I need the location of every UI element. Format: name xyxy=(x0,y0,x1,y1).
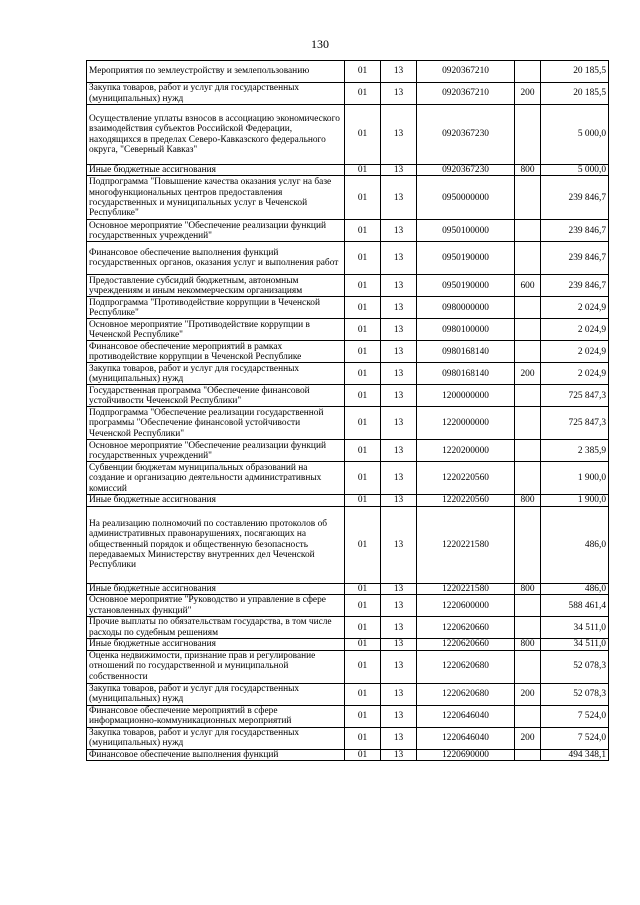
section-code-cell: 01 xyxy=(345,165,381,176)
section-code-cell: 01 xyxy=(345,495,381,506)
subsection-code-cell: 13 xyxy=(381,705,417,727)
table-row xyxy=(87,639,609,650)
section-code-cell: 01 xyxy=(345,61,381,83)
table-row xyxy=(87,220,609,242)
table-row xyxy=(87,462,609,495)
amount-cell: 52 078,3 xyxy=(541,650,609,683)
expense-type-code-cell xyxy=(515,297,541,319)
expenditure-name-cell: Предоставление субсидий бюджетным, автономным учреждениям и иным некоммерческим организациям xyxy=(87,275,345,297)
expense-type-code-cell xyxy=(515,440,541,462)
target-item-code-cell: 0920367230 xyxy=(417,165,515,176)
table-row xyxy=(87,583,609,594)
expenditure-name-cell: Основное мероприятие "Обеспечение реализации функций государственных учреждений" xyxy=(87,440,345,462)
table-row xyxy=(87,650,609,683)
target-item-code-cell: 1220690000 xyxy=(417,749,515,760)
subsection-code-cell: 13 xyxy=(381,440,417,462)
target-item-code-cell: 1220646040 xyxy=(417,705,515,727)
subsection-code-cell: 13 xyxy=(381,363,417,385)
subsection-code-cell: 13 xyxy=(381,105,417,165)
amount-cell: 34 511,0 xyxy=(541,639,609,650)
table-row xyxy=(87,749,609,760)
amount-cell: 1 900,0 xyxy=(541,495,609,506)
expense-type-code-cell xyxy=(515,220,541,242)
section-code-cell: 01 xyxy=(345,363,381,385)
section-code-cell: 01 xyxy=(345,650,381,683)
target-item-code-cell: 0950190000 xyxy=(417,242,515,275)
target-item-code-cell: 1220620680 xyxy=(417,650,515,683)
subsection-code-cell: 13 xyxy=(381,650,417,683)
expense-type-code-cell: 600 xyxy=(515,275,541,297)
section-code-cell: 01 xyxy=(345,242,381,275)
expenditure-name-cell: Подпрограмма "Повышение качества оказания услуг на базе многофункциональных центров предоставления государственных и муниципальных услуг в Чеченской Республике" xyxy=(87,176,345,220)
expenditure-name-cell: Закупка товаров, работ и услуг для государственных (муниципальных) нужд xyxy=(87,363,345,385)
target-item-code-cell: 1220221580 xyxy=(417,506,515,583)
expense-type-code-cell: 800 xyxy=(515,583,541,594)
target-item-code-cell: 0950190000 xyxy=(417,275,515,297)
expenditure-name-cell: Иные бюджетные ассигнования xyxy=(87,495,345,506)
amount-cell: 2 385,9 xyxy=(541,440,609,462)
target-item-code-cell: 1220220560 xyxy=(417,495,515,506)
expense-type-code-cell xyxy=(515,650,541,683)
target-item-code-cell: 0920367210 xyxy=(417,61,515,83)
amount-cell: 494 348,1 xyxy=(541,749,609,760)
expense-type-code-cell xyxy=(515,749,541,760)
amount-cell: 588 461,4 xyxy=(541,595,609,617)
section-code-cell: 01 xyxy=(345,727,381,749)
subsection-code-cell: 13 xyxy=(381,297,417,319)
target-item-code-cell: 0920367210 xyxy=(417,83,515,105)
section-code-cell: 01 xyxy=(345,220,381,242)
section-code-cell: 01 xyxy=(345,385,381,407)
table-row xyxy=(87,242,609,275)
expenditure-name-cell: На реализацию полномочий по составлению протоколов об административных правонарушениях, посягающих на общественный порядок и общественную безопасность передаваемых Министерству внутренних дел Чеченской Республики xyxy=(87,506,345,583)
table-row xyxy=(87,385,609,407)
section-code-cell: 01 xyxy=(345,506,381,583)
expense-type-code-cell xyxy=(515,242,541,275)
amount-cell: 5 000,0 xyxy=(541,105,609,165)
subsection-code-cell: 13 xyxy=(381,639,417,650)
section-code-cell: 01 xyxy=(345,176,381,220)
section-code-cell: 01 xyxy=(345,617,381,639)
target-item-code-cell: 0950100000 xyxy=(417,220,515,242)
subsection-code-cell: 13 xyxy=(381,341,417,363)
subsection-code-cell: 13 xyxy=(381,749,417,760)
expense-type-code-cell xyxy=(515,617,541,639)
expense-type-code-cell: 800 xyxy=(515,495,541,506)
amount-cell: 239 846,7 xyxy=(541,275,609,297)
subsection-code-cell: 13 xyxy=(381,727,417,749)
expenditure-name-cell: Финансовое обеспечение мероприятий в рамках противодействие коррупции в Чеченской Республике xyxy=(87,341,345,363)
table-row xyxy=(87,595,609,617)
subsection-code-cell: 13 xyxy=(381,462,417,495)
expense-type-code-cell xyxy=(515,705,541,727)
subsection-code-cell: 13 xyxy=(381,61,417,83)
table-row xyxy=(87,363,609,385)
expenditure-name-cell: Финансовое обеспечение выполнения функций государственных органов, оказания услуг и выполнения работ xyxy=(87,242,345,275)
subsection-code-cell: 13 xyxy=(381,506,417,583)
table-row xyxy=(87,495,609,506)
table-row xyxy=(87,440,609,462)
expense-type-code-cell xyxy=(515,407,541,440)
expenditure-name-cell: Основное мероприятие "Обеспечение реализации функций государственных учреждений" xyxy=(87,220,345,242)
expense-type-code-cell: 200 xyxy=(515,83,541,105)
target-item-code-cell: 0980168140 xyxy=(417,341,515,363)
expense-type-code-cell: 800 xyxy=(515,165,541,176)
subsection-code-cell: 13 xyxy=(381,319,417,341)
subsection-code-cell: 13 xyxy=(381,83,417,105)
target-item-code-cell: 0980000000 xyxy=(417,297,515,319)
section-code-cell: 01 xyxy=(345,583,381,594)
expenditure-name-cell: Закупка товаров, работ и услуг для государственных (муниципальных) нужд xyxy=(87,83,345,105)
section-code-cell: 01 xyxy=(345,341,381,363)
expense-type-code-cell xyxy=(515,595,541,617)
table-row xyxy=(87,83,609,105)
target-item-code-cell: 0980168140 xyxy=(417,363,515,385)
table-row xyxy=(87,407,609,440)
target-item-code-cell: 1200000000 xyxy=(417,385,515,407)
subsection-code-cell: 13 xyxy=(381,220,417,242)
amount-cell: 2 024,9 xyxy=(541,297,609,319)
amount-cell: 239 846,7 xyxy=(541,176,609,220)
expenditure-name-cell: Основное мероприятие "Руководство и управление в сфере установленных функций" xyxy=(87,595,345,617)
target-item-code-cell: 1220600000 xyxy=(417,595,515,617)
expenditure-name-cell: Основное мероприятие "Противодействие коррупции в Чеченской Республике" xyxy=(87,319,345,341)
expenditure-name-cell: Финансовое обеспечение выполнения функций xyxy=(87,749,345,760)
expenditure-name-cell: Иные бюджетные ассигнования xyxy=(87,583,345,594)
amount-cell: 725 847,3 xyxy=(541,385,609,407)
subsection-code-cell: 13 xyxy=(381,683,417,705)
section-code-cell: 01 xyxy=(345,462,381,495)
section-code-cell: 01 xyxy=(345,297,381,319)
table-row xyxy=(87,727,609,749)
expense-type-code-cell xyxy=(515,341,541,363)
table-row xyxy=(87,506,609,583)
expenditure-name-cell: Подпрограмма "Противодействие коррупции в Чеченской Республике" xyxy=(87,297,345,319)
section-code-cell: 01 xyxy=(345,595,381,617)
amount-cell: 239 846,7 xyxy=(541,220,609,242)
subsection-code-cell: 13 xyxy=(381,242,417,275)
subsection-code-cell: 13 xyxy=(381,617,417,639)
amount-cell: 2 024,9 xyxy=(541,341,609,363)
expenditure-name-cell: Закупка товаров, работ и услуг для государственных (муниципальных) нужд xyxy=(87,683,345,705)
section-code-cell: 01 xyxy=(345,749,381,760)
target-item-code-cell: 1220620660 xyxy=(417,617,515,639)
subsection-code-cell: 13 xyxy=(381,176,417,220)
expenditure-name-cell: Мероприятия по землеустройству и землепользованию xyxy=(87,61,345,83)
table-row xyxy=(87,165,609,176)
table-row xyxy=(87,705,609,727)
expense-type-code-cell xyxy=(515,176,541,220)
target-item-code-cell: 1220646040 xyxy=(417,727,515,749)
section-code-cell: 01 xyxy=(345,639,381,650)
table-row xyxy=(87,297,609,319)
expenditure-name-cell: Закупка товаров, работ и услуг для государственных (муниципальных) нужд xyxy=(87,727,345,749)
table-row xyxy=(87,341,609,363)
expenditure-name-cell: Финансовое обеспечение мероприятий в сфере информационно-коммуникационных мероприятий xyxy=(87,705,345,727)
target-item-code-cell: 0950000000 xyxy=(417,176,515,220)
section-code-cell: 01 xyxy=(345,683,381,705)
subsection-code-cell: 13 xyxy=(381,165,417,176)
expenditure-name-cell: Иные бюджетные ассигнования xyxy=(87,165,345,176)
amount-cell: 7 524,0 xyxy=(541,727,609,749)
section-code-cell: 01 xyxy=(345,440,381,462)
section-code-cell: 01 xyxy=(345,407,381,440)
amount-cell: 5 000,0 xyxy=(541,165,609,176)
expense-type-code-cell xyxy=(515,506,541,583)
expenditure-name-cell: Прочие выплаты по обязательствам государства, в том числе расходы по судебным решениям xyxy=(87,617,345,639)
table-row xyxy=(87,319,609,341)
subsection-code-cell: 13 xyxy=(381,275,417,297)
section-code-cell: 01 xyxy=(345,275,381,297)
expenditure-name-cell: Субвенции бюджетам муниципальных образований на создание и организацию деятельности административных комиссий xyxy=(87,462,345,495)
expenditure-name-cell: Оценка недвижимости, признание прав и регулирование отношений по государственной и муниципальной собственности xyxy=(87,650,345,683)
expense-type-code-cell xyxy=(515,319,541,341)
target-item-code-cell: 1220221580 xyxy=(417,583,515,594)
expense-type-code-cell: 200 xyxy=(515,683,541,705)
amount-cell: 725 847,3 xyxy=(541,407,609,440)
amount-cell: 20 185,5 xyxy=(541,83,609,105)
subsection-code-cell: 13 xyxy=(381,495,417,506)
table-row xyxy=(87,105,609,165)
target-item-code-cell: 1220620680 xyxy=(417,683,515,705)
expenditure-name-cell: Подпрограмма "Обеспечение реализации государственной программы "Обеспечение финансовой устойчивости Чеченской Республики" xyxy=(87,407,345,440)
amount-cell: 2 024,9 xyxy=(541,363,609,385)
target-item-code-cell: 1220620660 xyxy=(417,639,515,650)
target-item-code-cell: 0920367230 xyxy=(417,105,515,165)
expense-type-code-cell xyxy=(515,105,541,165)
page-number: 130 xyxy=(311,37,329,51)
table-row xyxy=(87,61,609,83)
amount-cell: 486,0 xyxy=(541,583,609,594)
expenditure-name-cell: Государственная программа "Обеспечение финансовой устойчивости Чеченской Республики" xyxy=(87,385,345,407)
target-item-code-cell: 1220220560 xyxy=(417,462,515,495)
budget-table xyxy=(86,60,609,761)
expense-type-code-cell xyxy=(515,385,541,407)
subsection-code-cell: 13 xyxy=(381,385,417,407)
amount-cell: 486,0 xyxy=(541,506,609,583)
expense-type-code-cell xyxy=(515,462,541,495)
amount-cell: 239 846,7 xyxy=(541,242,609,275)
section-code-cell: 01 xyxy=(345,319,381,341)
table-row xyxy=(87,275,609,297)
table-row xyxy=(87,617,609,639)
expenditure-name-cell: Иные бюджетные ассигнования xyxy=(87,639,345,650)
amount-cell: 1 900,0 xyxy=(541,462,609,495)
target-item-code-cell: 0980100000 xyxy=(417,319,515,341)
subsection-code-cell: 13 xyxy=(381,595,417,617)
amount-cell: 34 511,0 xyxy=(541,617,609,639)
amount-cell: 2 024,9 xyxy=(541,319,609,341)
expenditure-name-cell: Осуществление уплаты взносов в ассоциацию экономического взаимодействия субъектов Российской Федерации, находящихся в пределах Северо-Кавказского федерального округа, "Северный Кавказ" xyxy=(87,105,345,165)
target-item-code-cell: 1220200000 xyxy=(417,440,515,462)
expense-type-code-cell: 800 xyxy=(515,639,541,650)
table-row xyxy=(87,683,609,705)
table-row xyxy=(87,176,609,220)
subsection-code-cell: 13 xyxy=(381,407,417,440)
budget-table-body xyxy=(87,61,609,761)
subsection-code-cell: 13 xyxy=(381,583,417,594)
expense-type-code-cell: 200 xyxy=(515,363,541,385)
section-code-cell: 01 xyxy=(345,83,381,105)
section-code-cell: 01 xyxy=(345,105,381,165)
amount-cell: 52 078,3 xyxy=(541,683,609,705)
amount-cell: 20 185,5 xyxy=(541,61,609,83)
expense-type-code-cell: 200 xyxy=(515,727,541,749)
section-code-cell: 01 xyxy=(345,705,381,727)
expense-type-code-cell xyxy=(515,61,541,83)
target-item-code-cell: 1220000000 xyxy=(417,407,515,440)
amount-cell: 7 524,0 xyxy=(541,705,609,727)
